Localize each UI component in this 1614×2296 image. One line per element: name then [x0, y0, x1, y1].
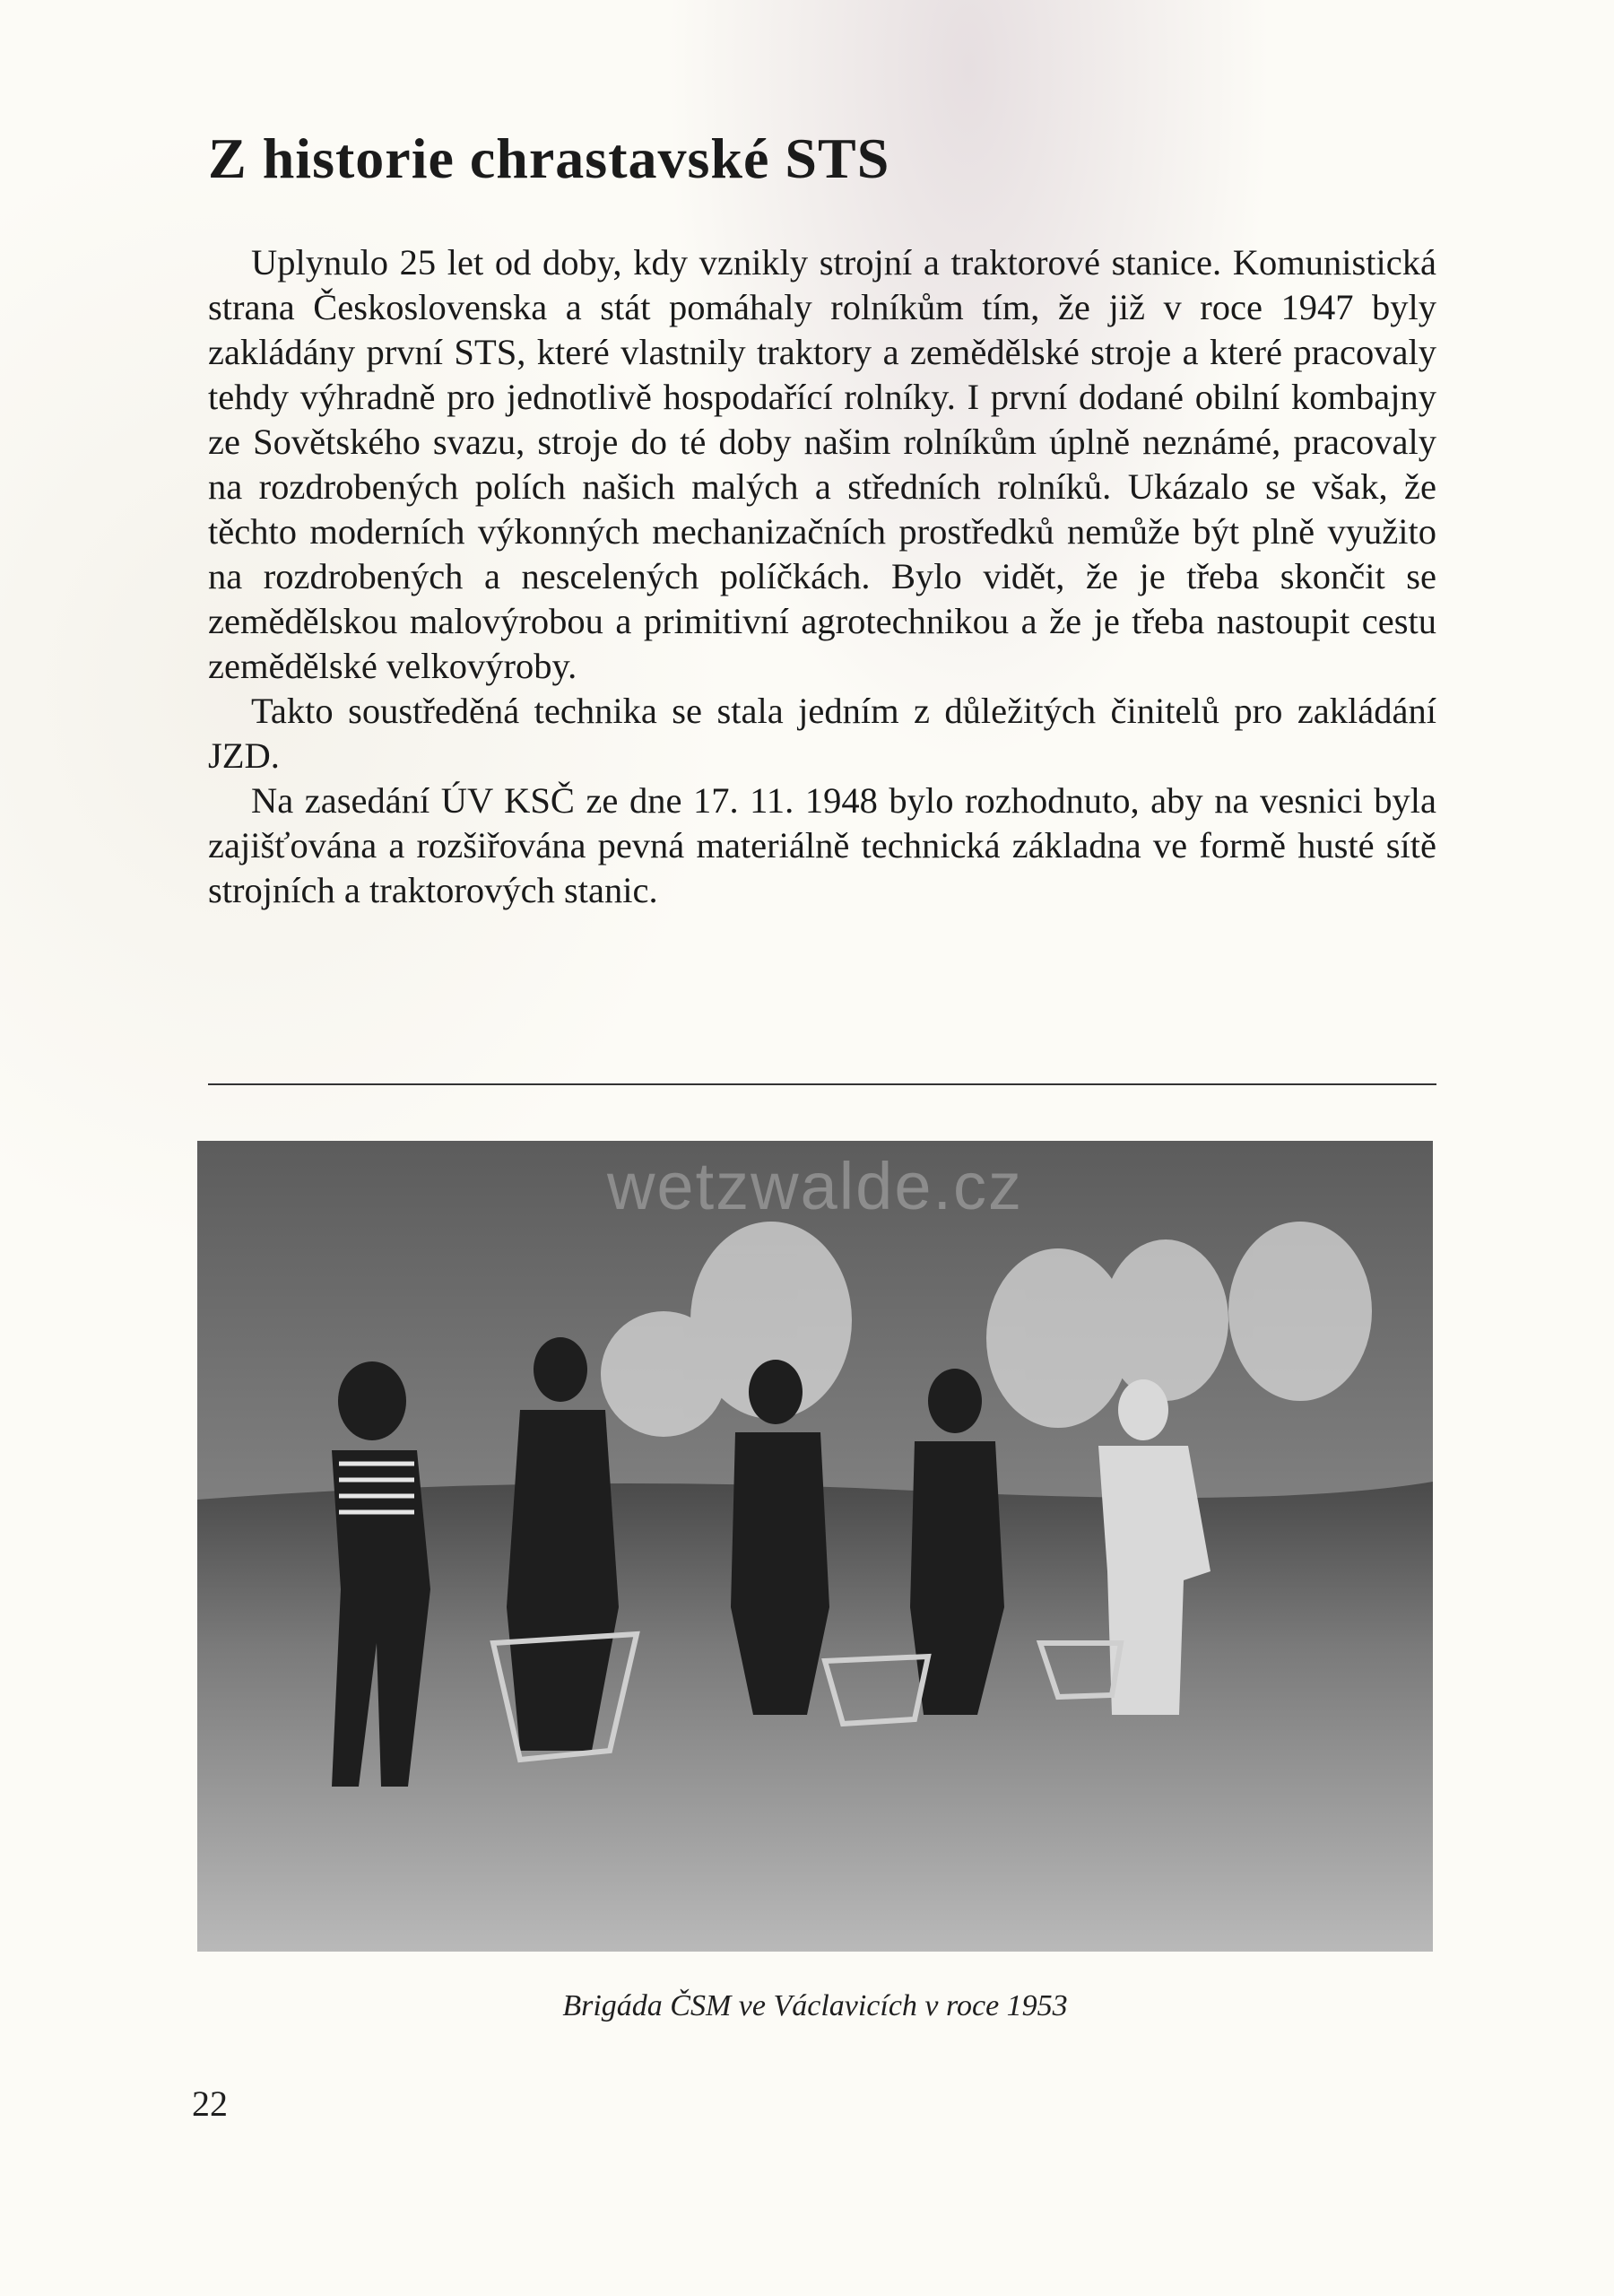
watermark-text: wetzwalde.cz	[606, 1149, 1024, 1223]
article-body	[208, 240, 1436, 913]
photo-caption: Brigáda ČSM ve Václavicích v roce 1953	[562, 1989, 1068, 2022]
page-title: Z historie chrastavské STS	[208, 126, 890, 190]
paragraph-3: Na zasedání ÚV KSČ ze dne 17. 11. 1948 bylo rozhodnuto, aby na vesnici byla zajišťována a rozšiřována pevná materiálně technická základna ve formě husté sítě strojních a traktorových stanic.	[208, 780, 1436, 910]
photo-illustration	[197, 1141, 1433, 1952]
page-number: 22	[192, 2083, 228, 2124]
photograph	[197, 1141, 1433, 1952]
paragraph-1: Uplynulo 25 let od doby, kdy vznikly strojní a traktorové stanice. Komunistická strana Československa a stát pomáhaly rolníkům tím, že již v roce 1947 byly zakládány první STS, které vlastnily traktory a zemědělské stroje a které pracovaly tehdy výhradně pro jednotlivě hospodařící rolníky. I první dodané obilní kombajny ze Sovětského svazu, stroje do té doby našim rolníkům úplně neznámé, pracovaly na rozdrobených polích našich malých a středních rolníků. Ukázalo se však, že těchto moderních výkonných mechanizačních prostředků nemůže být plně využito na rozdrobených a nescelených políčkách. Bylo vidět, že je třeba skončit se zemědělskou malovýrobou a primitivní agrotechnikou a že je třeba nastoupit cestu zemědělské velkovýroby.	[208, 242, 1436, 686]
horizontal-divider	[208, 1083, 1436, 1085]
paragraph-2: Takto soustředěná technika se stala jedním z důležitých činitelů pro zakládání JZD.	[208, 691, 1436, 776]
